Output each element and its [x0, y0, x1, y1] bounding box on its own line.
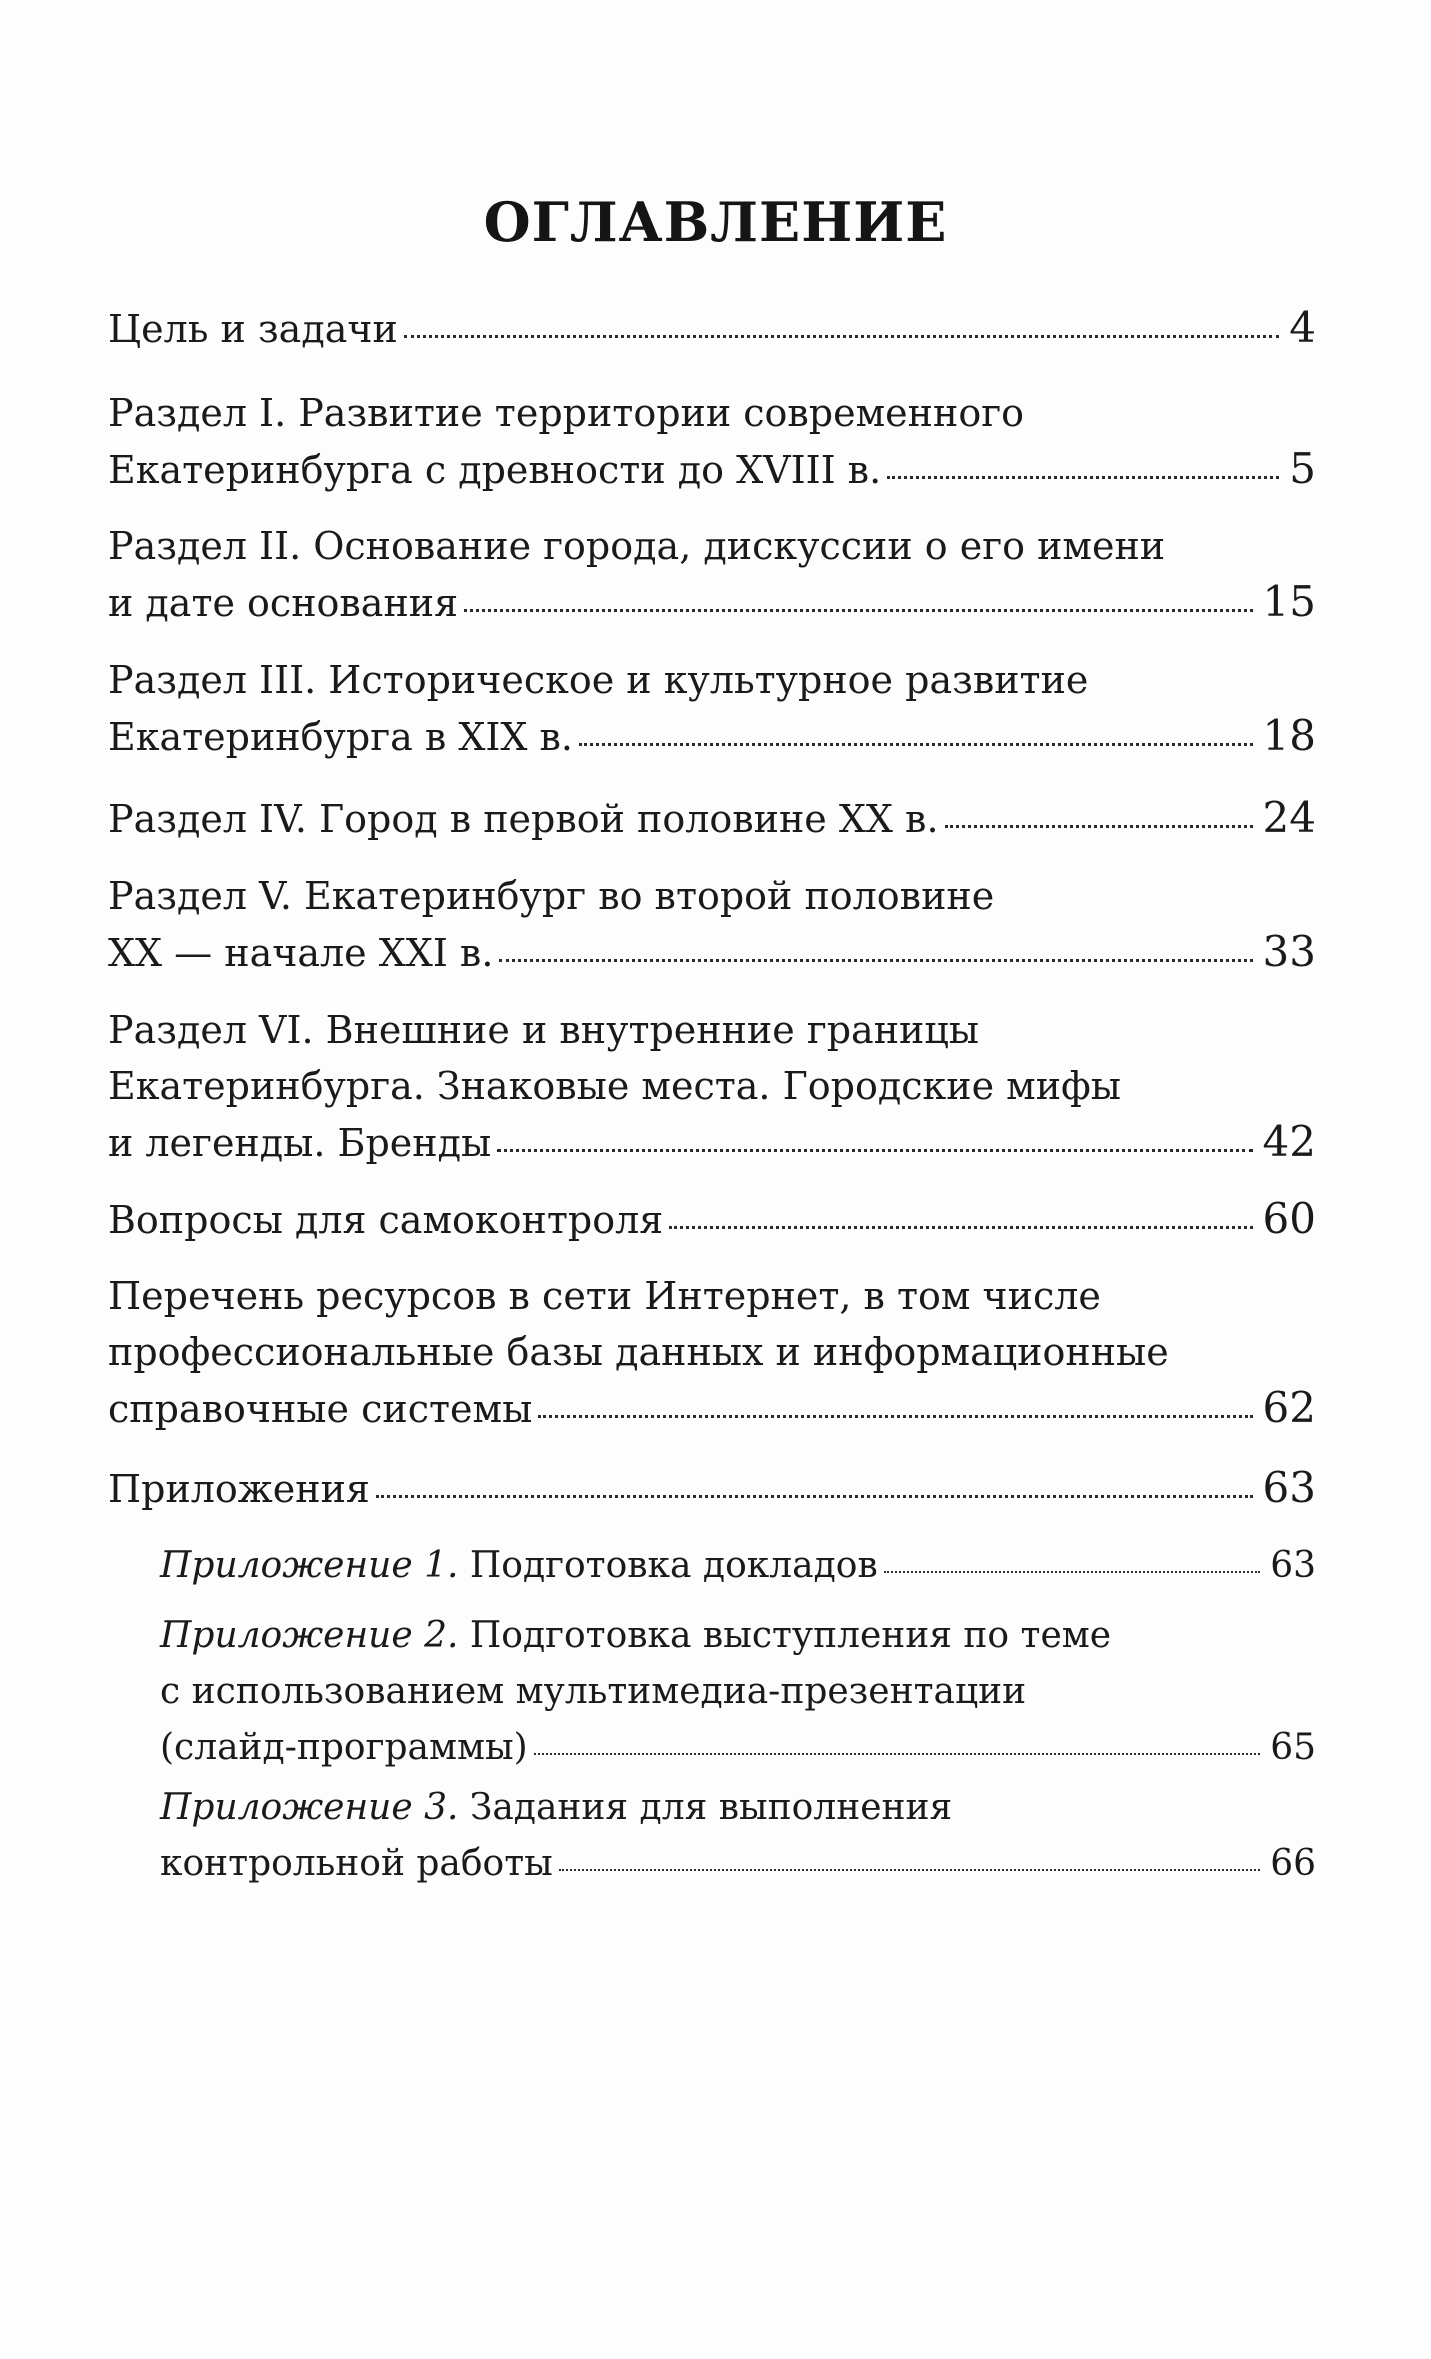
entry-text: и легенды. Бренды [108, 1121, 492, 1165]
entry-text: Подготовка выступления по теме [458, 1615, 1112, 1656]
entry-text: Раздел V. Екатеринбург во второй половине [108, 874, 995, 918]
page-number: 24 [1262, 793, 1316, 842]
page-number: 63 [1262, 1463, 1316, 1512]
toc-entry-goals[interactable] [108, 300, 1316, 356]
page-number: 4 [1289, 303, 1316, 352]
entry-text: Подготовка докладов [458, 1545, 878, 1586]
entry-text: Раздел I. Развитие территории современного [108, 391, 1024, 435]
dot-leader [945, 825, 1253, 828]
page-number: 15 [1262, 577, 1316, 626]
entry-text: Раздел IV. Город в первой половине XX в. [108, 797, 939, 841]
dot-leader [579, 743, 1253, 746]
dot-leader [884, 1571, 1260, 1573]
toc-entry-section-2[interactable] [108, 518, 1316, 630]
page-number: 5 [1289, 444, 1316, 493]
page-number: 65 [1270, 1727, 1316, 1768]
entry-text: (слайд-программы) [160, 1727, 528, 1768]
toc-entry-section-1[interactable] [108, 385, 1316, 497]
entry-text: контрольной работы [160, 1843, 553, 1884]
entry-text: Цель и задачи [108, 307, 398, 351]
toc-entry-section-6[interactable] [108, 1002, 1316, 1170]
dot-leader [534, 1753, 1261, 1755]
page-number: 66 [1270, 1843, 1316, 1884]
entry-text: Раздел II. Основание города, дискуссии о его имени [108, 524, 1166, 568]
entry-text: и дате основания [108, 581, 459, 625]
toc-entry-internet-resources[interactable] [108, 1268, 1316, 1436]
dot-leader [464, 609, 1252, 612]
page-number: 18 [1262, 711, 1316, 760]
dot-leader [669, 1226, 1252, 1229]
page-number: 42 [1262, 1117, 1316, 1166]
entry-text: Приложения [108, 1467, 370, 1511]
entry-text: Перечень ресурсов в сети Интернет, в том числе [108, 1274, 1101, 1318]
dot-leader [538, 1415, 1252, 1418]
appendix-label: Приложение 2. [160, 1615, 459, 1656]
entry-text: Раздел III. Историческое и культурное развитие [108, 658, 1089, 702]
entry-text: XX — начале XXI в. [108, 931, 494, 975]
entry-text: Екатеринбурга с древности до XVIII в. [108, 448, 882, 492]
dot-leader [404, 335, 1279, 338]
toc-title: ОГЛАВЛЕНИЕ [483, 190, 948, 254]
entry-text: Екатеринбурга. Знаковые места. Городские мифы [108, 1064, 1122, 1108]
appendix-label: Приложение 3. [160, 1787, 459, 1828]
toc-entry-appendices[interactable] [108, 1460, 1316, 1516]
dot-leader [497, 1149, 1252, 1152]
toc-entry-section-5[interactable] [108, 868, 1316, 980]
entry-text: Задания для выполнения [458, 1787, 953, 1828]
toc-entry-appendix-3[interactable] [160, 1780, 1316, 1892]
toc-entry-section-3[interactable] [108, 652, 1316, 764]
dot-leader [887, 476, 1279, 479]
appendix-label: Приложение 1. [160, 1545, 459, 1586]
dot-leader [376, 1495, 1253, 1498]
entry-text: профессиональные базы данных и информационные [108, 1330, 1169, 1374]
entry-text: Вопросы для самоконтроля [108, 1198, 664, 1242]
page-number: 33 [1262, 927, 1316, 976]
page-number: 60 [1262, 1194, 1316, 1243]
toc-entry-section-4[interactable] [108, 790, 1316, 846]
entry-text: Екатеринбурга в XIX в. [108, 715, 573, 759]
toc-entry-appendix-2[interactable] [160, 1608, 1316, 1776]
page-number: 62 [1262, 1383, 1316, 1432]
entry-text: справочные системы [108, 1387, 533, 1431]
entry-text: с использованием мультимедиа-презентации [160, 1671, 1027, 1712]
entry-text: Раздел VI. Внешние и внутренние границы [108, 1008, 980, 1052]
toc-entry-appendix-1[interactable] [160, 1538, 1316, 1594]
toc-entry-self-check[interactable] [108, 1191, 1316, 1247]
dot-leader [559, 1869, 1260, 1871]
page-number: 63 [1270, 1545, 1316, 1586]
dot-leader [499, 959, 1252, 962]
